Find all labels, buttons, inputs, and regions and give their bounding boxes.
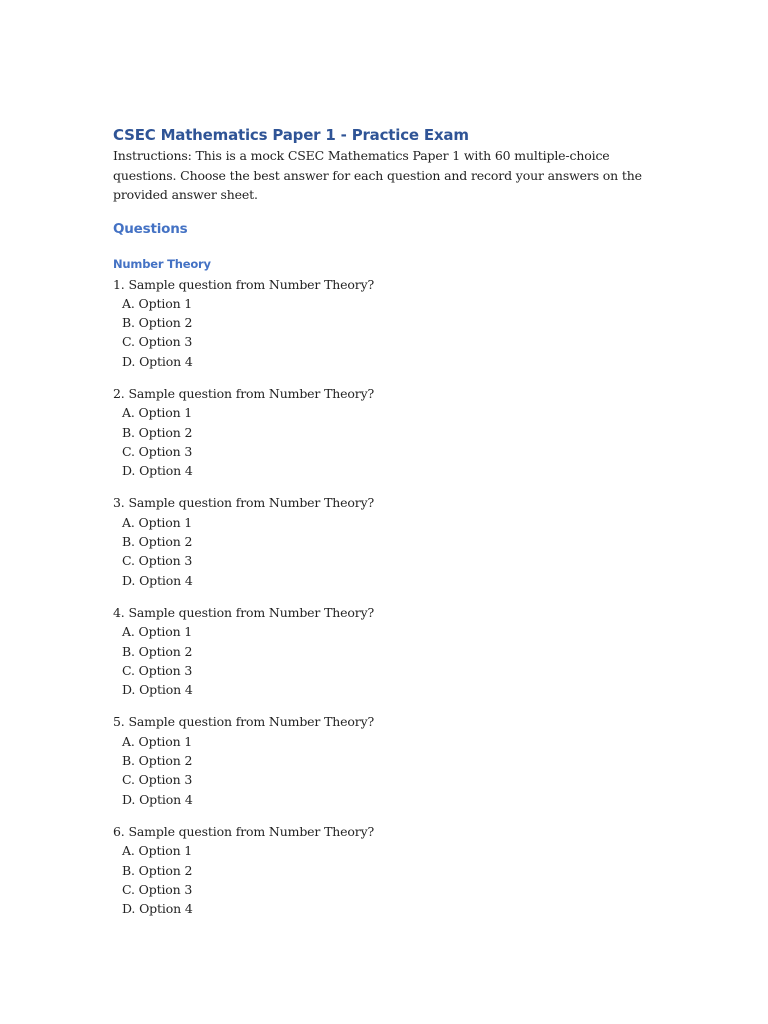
question-list (113, 275, 673, 919)
answer-option: B. Option 2 (122, 643, 193, 659)
answer-option: D. Option 4 (122, 901, 193, 917)
answer-option: B. Option 2 (122, 534, 193, 550)
question-item (113, 712, 673, 808)
answer-option: D. Option 4 (122, 463, 193, 479)
question-item (113, 493, 673, 589)
answer-option: C. Option 3 (122, 553, 193, 569)
question-text: 2. Sample question from Number Theory? (113, 385, 375, 401)
answer-option: A. Option 1 (122, 733, 193, 749)
questions-heading: Questions (113, 220, 188, 237)
answer-option: A. Option 1 (122, 405, 193, 421)
answer-option: B. Option 2 (122, 315, 193, 331)
answer-option: C. Option 3 (122, 772, 193, 788)
answer-option: C. Option 3 (122, 443, 193, 459)
answer-option: C. Option 3 (122, 334, 193, 350)
question-item (113, 275, 673, 371)
question-item (113, 384, 673, 480)
document-title: CSEC Mathematics Paper 1 - Practice Exam (113, 126, 469, 144)
answer-option: B. Option 2 (122, 424, 193, 440)
answer-option: B. Option 2 (122, 753, 193, 769)
question-text: 3. Sample question from Number Theory? (113, 495, 375, 511)
answer-option: A. Option 1 (122, 295, 193, 311)
answer-option: A. Option 1 (122, 514, 193, 530)
question-text: 4. Sample question from Number Theory? (113, 604, 375, 620)
answer-option: B. Option 2 (122, 862, 193, 878)
question-item (113, 822, 673, 918)
question-text: 5. Sample question from Number Theory? (113, 714, 375, 730)
answer-option: D. Option 4 (122, 353, 193, 369)
question-text: 6. Sample question from Number Theory? (113, 823, 375, 839)
answer-option: A. Option 1 (122, 843, 193, 859)
question-text: 1. Sample question from Number Theory? (113, 276, 375, 292)
question-item (113, 603, 673, 699)
answer-option: A. Option 1 (122, 624, 193, 640)
answer-option: D. Option 4 (122, 791, 193, 807)
instructions-paragraph: Instructions: This is a mock CSEC Mathematics Paper 1 with 60 multiple-choice questions. Choose the best answer for each question and record your answers on the provided answer sheet. (113, 148, 642, 202)
answer-option: D. Option 4 (122, 682, 193, 698)
answer-option: C. Option 3 (122, 881, 193, 897)
document-page (113, 124, 673, 931)
section-heading-number-theory: Number Theory (113, 256, 211, 271)
answer-option: C. Option 3 (122, 662, 193, 678)
answer-option: D. Option 4 (122, 572, 193, 588)
